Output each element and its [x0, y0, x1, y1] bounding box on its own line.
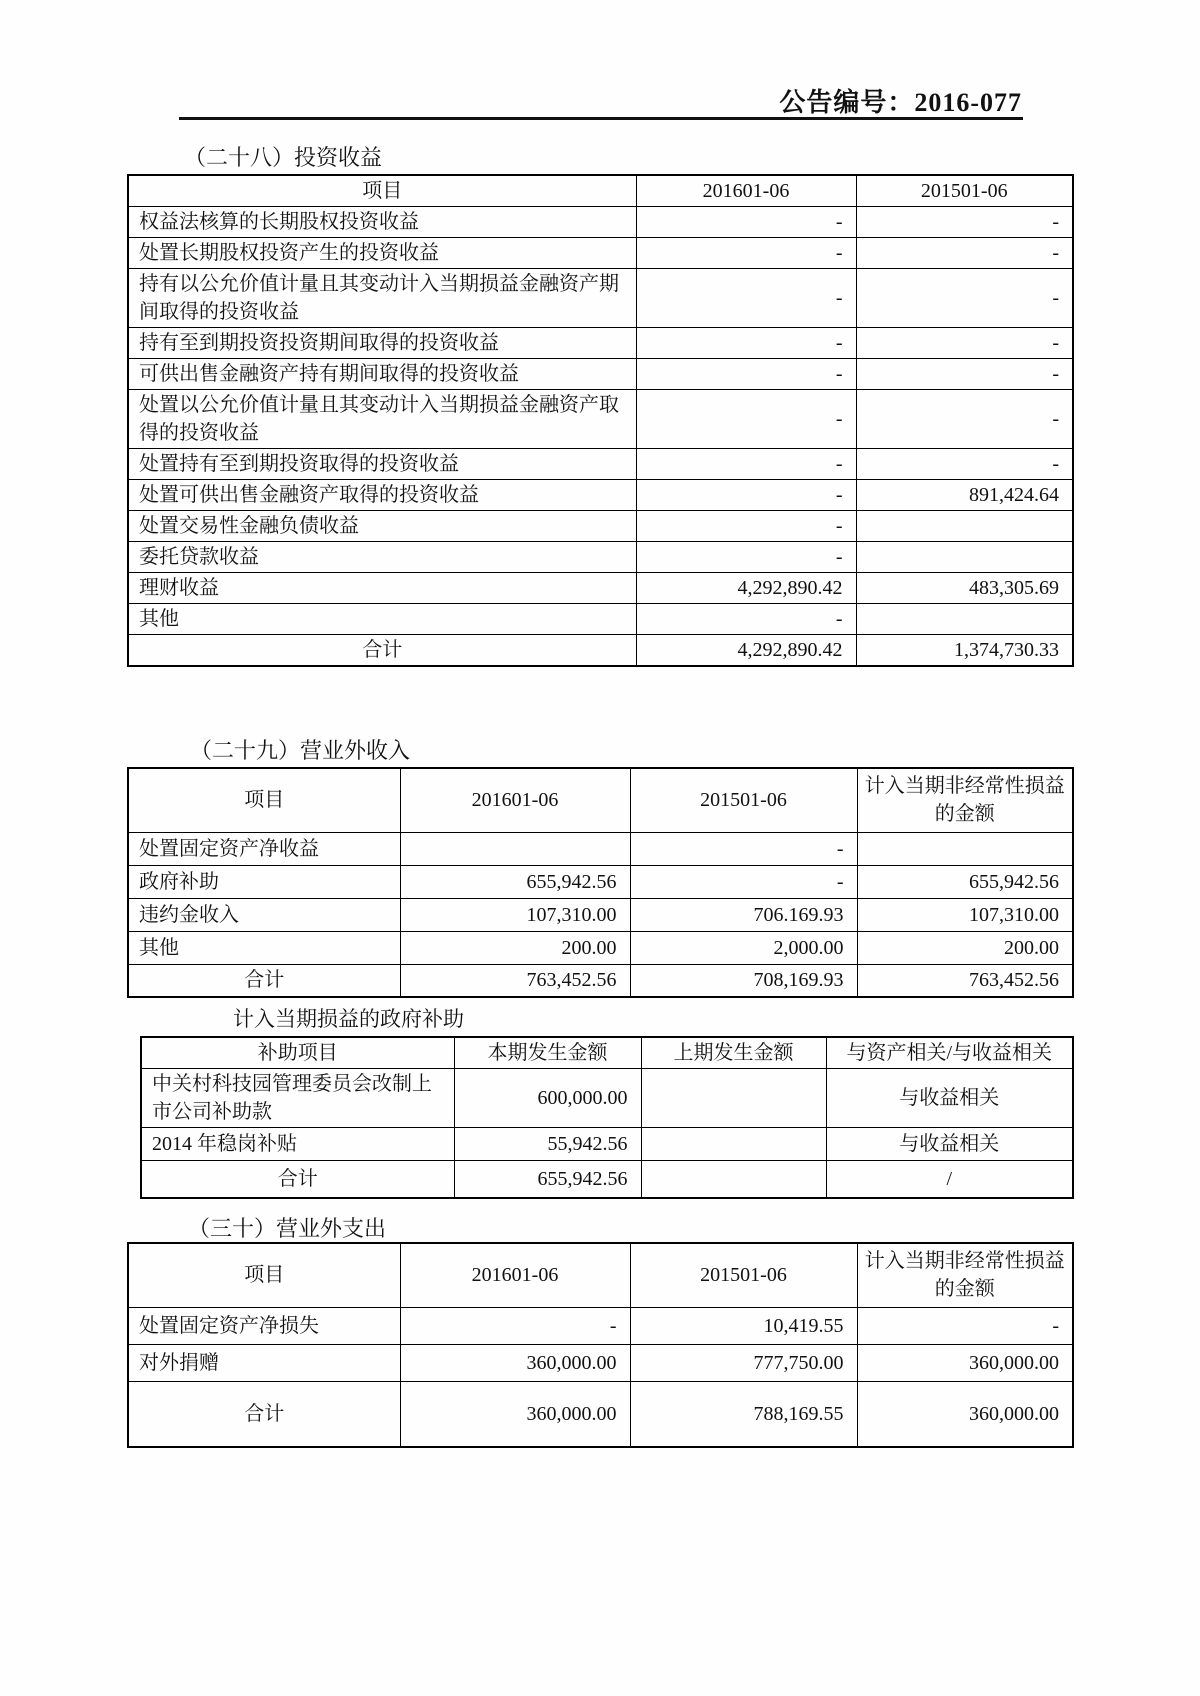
- table-header-row: [128, 175, 1073, 207]
- value-cell: 4,292,890.42: [636, 635, 856, 667]
- value-cell: 2,000.00: [630, 931, 857, 964]
- item-label-cell: 违约金收入: [128, 898, 400, 931]
- value-cell: [400, 832, 630, 865]
- value-cell: [856, 604, 1073, 635]
- value-cell: 483,305.69: [856, 573, 1073, 604]
- value-cell: 107,310.00: [857, 898, 1073, 931]
- table-row: [128, 573, 1073, 604]
- value-cell: -: [636, 511, 856, 542]
- item-label-cell: 持有以公允价值计量且其变动计入当期损益金融资产期间取得的投资收益: [128, 269, 636, 328]
- value-cell: -: [636, 359, 856, 390]
- value-cell: -: [856, 359, 1073, 390]
- value-cell: -: [630, 865, 857, 898]
- item-label-cell: 2014 年稳岗补贴: [141, 1128, 454, 1161]
- value-cell: 763,452.56: [857, 964, 1073, 997]
- section-title-non-operating-expenses: （三十）营业外支出: [188, 1216, 387, 1241]
- header-cell: 上期发生金额: [641, 1037, 826, 1069]
- header-divider-rule: [179, 117, 1023, 120]
- value-cell: 360,000.00: [400, 1344, 630, 1381]
- item-label-cell: 对外捐赠: [128, 1344, 400, 1381]
- total-label-cell: 合计: [128, 1381, 400, 1447]
- item-label-cell: 可供出售金融资产持有期间取得的投资收益: [128, 359, 636, 390]
- table-row: [128, 207, 1073, 238]
- table-row: [128, 480, 1073, 511]
- subsection-title-government-subsidy: 计入当期损益的政府补助: [233, 1007, 464, 1031]
- item-label-cell: 持有至到期投资投资期间取得的投资收益: [128, 328, 636, 359]
- table-row: [141, 1069, 1073, 1128]
- total-row: [128, 635, 1073, 667]
- header-cell: 201501-06: [630, 1243, 857, 1307]
- value-cell: -: [856, 269, 1073, 328]
- item-label-cell: 其他: [128, 931, 400, 964]
- value-cell: [641, 1161, 826, 1198]
- value-cell: 600,000.00: [454, 1069, 641, 1128]
- value-cell: 655,942.56: [454, 1161, 641, 1198]
- total-row: [141, 1161, 1073, 1198]
- investment-income-table: [127, 174, 1074, 667]
- value-cell: 891,424.64: [856, 480, 1073, 511]
- table-row: [128, 604, 1073, 635]
- table-row: [128, 931, 1073, 964]
- value-cell: /: [826, 1161, 1073, 1198]
- value-cell: -: [636, 604, 856, 635]
- header-cell: 201501-06: [856, 175, 1073, 207]
- table-row: [128, 1307, 1073, 1344]
- total-row: [128, 1381, 1073, 1447]
- value-cell: 10,419.55: [630, 1307, 857, 1344]
- item-label-cell: 理财收益: [128, 573, 636, 604]
- value-cell: -: [636, 542, 856, 573]
- section-title-investment-income: （二十八）投资收益: [184, 145, 383, 170]
- item-label-cell: 其他: [128, 604, 636, 635]
- value-cell: -: [636, 269, 856, 328]
- value-cell: 655,942.56: [857, 865, 1073, 898]
- header-cell: 计入当期非经常性损益 的金额: [857, 768, 1073, 832]
- value-cell: 655,942.56: [400, 865, 630, 898]
- total-label-cell: 合计: [141, 1161, 454, 1198]
- table-row: [128, 328, 1073, 359]
- value-cell: 107,310.00: [400, 898, 630, 931]
- header-cell: 201601-06: [400, 768, 630, 832]
- value-cell: 360,000.00: [857, 1381, 1073, 1447]
- item-label-cell: 委托贷款收益: [128, 542, 636, 573]
- table-row: [141, 1128, 1073, 1161]
- value-cell: -: [636, 238, 856, 269]
- table-row: [128, 1344, 1073, 1381]
- announcement-number: 公告编号：2016-077: [779, 88, 1022, 117]
- value-cell: 200.00: [400, 931, 630, 964]
- table-header-row: [128, 768, 1073, 832]
- table-row: [128, 542, 1073, 573]
- value-cell: 1,374,730.33: [856, 635, 1073, 667]
- header-cell: 项目: [128, 768, 400, 832]
- item-label-cell: 权益法核算的长期股权投资收益: [128, 207, 636, 238]
- table-row: [128, 449, 1073, 480]
- item-label-cell: 中关村科技园管理委员会改制上市公司补助款: [141, 1069, 454, 1128]
- value-cell: 与收益相关: [826, 1069, 1073, 1128]
- value-cell: 200.00: [857, 931, 1073, 964]
- table-row: [128, 898, 1073, 931]
- non-operating-expenses-table: [127, 1242, 1074, 1448]
- table-row: [128, 238, 1073, 269]
- value-cell: -: [856, 328, 1073, 359]
- value-cell: [856, 542, 1073, 573]
- table-header-row: [128, 1243, 1073, 1307]
- value-cell: -: [857, 1307, 1073, 1344]
- header-cell: 计入当期非经常性损益 的金额: [857, 1243, 1073, 1307]
- value-cell: -: [630, 832, 857, 865]
- header-cell: 本期发生金额: [454, 1037, 641, 1069]
- value-cell: 706.169.93: [630, 898, 857, 931]
- value-cell: 4,292,890.42: [636, 573, 856, 604]
- item-label-cell: 处置可供出售金融资产取得的投资收益: [128, 480, 636, 511]
- value-cell: -: [856, 238, 1073, 269]
- item-label-cell: 政府补助: [128, 865, 400, 898]
- header-cell: 201501-06: [630, 768, 857, 832]
- section-title-non-operating-income: （二十九）营业外收入: [190, 738, 411, 763]
- item-label-cell: 处置以公允价值计量且其变动计入当期损益金融资产取得的投资收益: [128, 390, 636, 449]
- value-cell: -: [400, 1307, 630, 1344]
- value-cell: -: [636, 390, 856, 449]
- value-cell: 360,000.00: [400, 1381, 630, 1447]
- value-cell: [857, 832, 1073, 865]
- header-cell: 201601-06: [636, 175, 856, 207]
- header-cell: 项目: [128, 175, 636, 207]
- header-cell: 补助项目: [141, 1037, 454, 1069]
- value-cell: 708,169.93: [630, 964, 857, 997]
- value-cell: -: [856, 390, 1073, 449]
- item-label-cell: 处置长期股权投资产生的投资收益: [128, 238, 636, 269]
- table-row: [128, 832, 1073, 865]
- item-label-cell: 处置固定资产净损失: [128, 1307, 400, 1344]
- value-cell: -: [636, 480, 856, 511]
- item-label-cell: 处置交易性金融负债收益: [128, 511, 636, 542]
- value-cell: [641, 1069, 826, 1128]
- value-cell: 763,452.56: [400, 964, 630, 997]
- value-cell: 与收益相关: [826, 1128, 1073, 1161]
- table-row: [128, 511, 1073, 542]
- government-subsidy-table: [140, 1036, 1074, 1199]
- value-cell: -: [856, 449, 1073, 480]
- total-row: [128, 964, 1073, 997]
- table-row: [128, 269, 1073, 328]
- value-cell: -: [636, 207, 856, 238]
- table-row: [128, 359, 1073, 390]
- header-cell: 项目: [128, 1243, 400, 1307]
- header-cell: 与资产相关/与收益相关: [826, 1037, 1073, 1069]
- value-cell: 360,000.00: [857, 1344, 1073, 1381]
- value-cell: -: [636, 328, 856, 359]
- total-label-cell: 合计: [128, 635, 636, 667]
- item-label-cell: 处置固定资产净收益: [128, 832, 400, 865]
- value-cell: [641, 1128, 826, 1161]
- total-label-cell: 合计: [128, 964, 400, 997]
- table-header-row: [141, 1037, 1073, 1069]
- value-cell: -: [856, 207, 1073, 238]
- value-cell: -: [636, 449, 856, 480]
- table-row: [128, 390, 1073, 449]
- item-label-cell: 处置持有至到期投资取得的投资收益: [128, 449, 636, 480]
- value-cell: 55,942.56: [454, 1128, 641, 1161]
- header-cell: 201601-06: [400, 1243, 630, 1307]
- value-cell: 788,169.55: [630, 1381, 857, 1447]
- table-row: [128, 865, 1073, 898]
- value-cell: 777,750.00: [630, 1344, 857, 1381]
- non-operating-income-table: [127, 767, 1074, 998]
- value-cell: [856, 511, 1073, 542]
